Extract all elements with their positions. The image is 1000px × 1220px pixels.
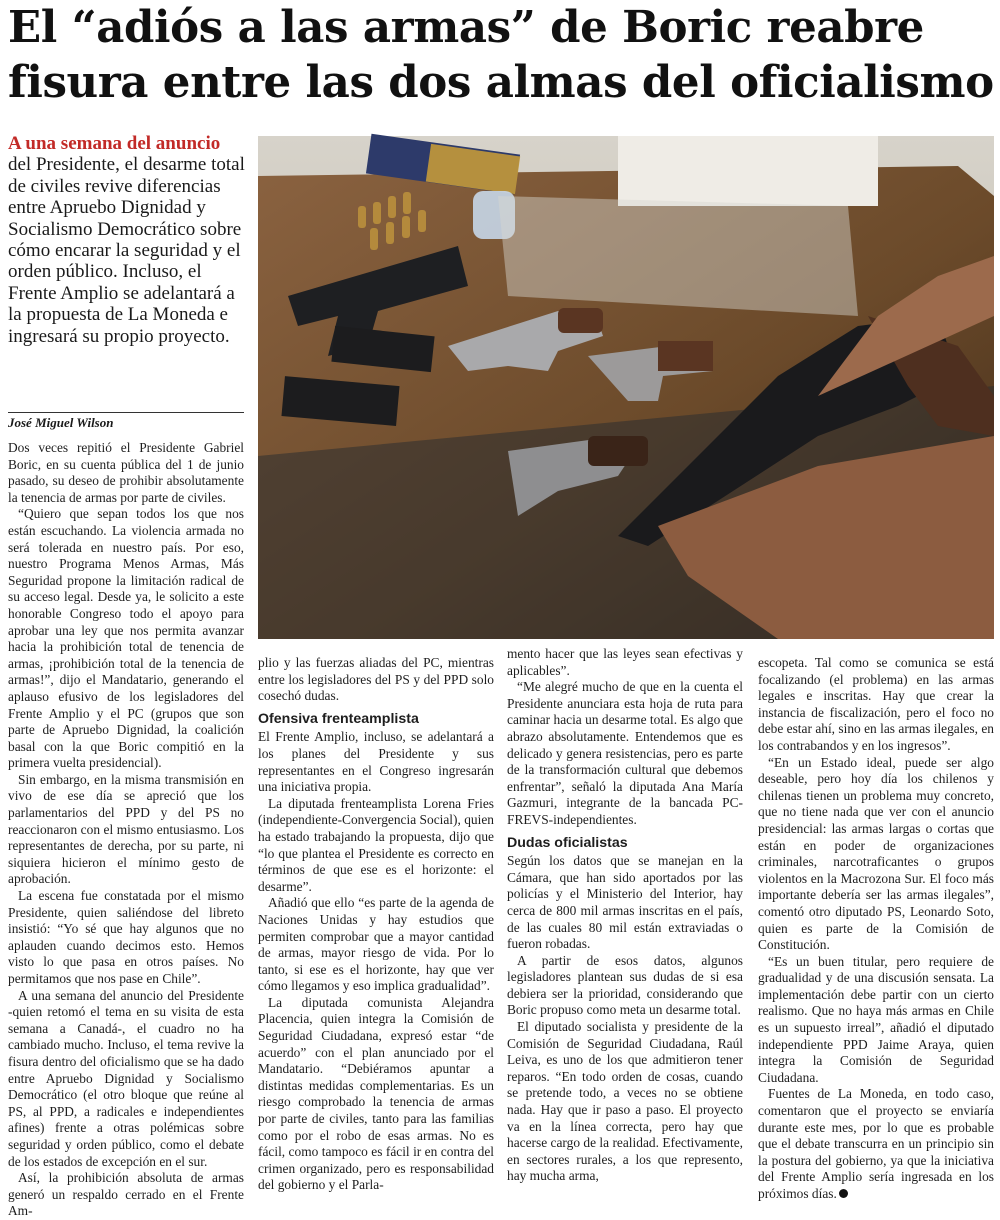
news-photo bbox=[258, 136, 994, 639]
paragraph: mento hacer que las leyes sean efectivas y aplicables”. bbox=[507, 646, 743, 678]
paragraph: La diputada frenteamplista Lorena Fries (independiente-Convergencia Social), quien ha estado trabajando la propuesta, dijo que “lo que plantea el Presidente es correcto en términos de que ese es el horizonte: el desarme”. bbox=[258, 795, 494, 894]
body-column-3 bbox=[507, 646, 743, 1184]
headline-line-2: fisura entre las dos almas del oficialismo bbox=[8, 57, 994, 108]
paragraph: “Es un buen titular, pero requiere de gradualidad y de una discusión sensata. La implementación debe partir con un cierto realismo. Que no haya más armas en Chile es un supuesto irreal”, añadió el diputado independiente PPD Jaime Araya, quien integra la Comisión de Seguridad Ciudadana. bbox=[758, 953, 994, 1085]
paragraph: La diputada comunista Alejandra Placencia, quien integra la Comisión de Seguridad Ciudadana, expresó estar “de acuerdo” con el plan anunciado por el Mandatario. “Debiéramos apuntar a distintas medidas complementarias. Es un riesgo comprobado la tenencia de armas por parte de civiles, tanto para las familias como por el robo de esas armas. No es fácil, como tampoco es fácil ir en contra del crimen organizado, pero es responsabilidad del gobierno y el Parla- bbox=[258, 994, 494, 1193]
paragraph: “En un Estado ideal, puede ser algo deseable, pero hoy día los chilenos y chilenas tienen un problema muy concreto, que no tiene nada que ver con el anuncio presidencial: las armas largas o cortas que están en poder de organizaciones criminales, narcotraficantes o grupos violentos en la Macrozona Sur. El foco más importante debería ser las armas ilegales”, comentó otro diputado PS, Leonardo Soto, quien es parte de la Comisión de Constitución. bbox=[758, 754, 994, 953]
paragraph: A una semana del anuncio del Presidente -quien retomó el tema en su visita de esta semana a Canadá-, el cuadro no ha cambiado mucho. Incluso, el tema revive la fisura dentro del oficialismo que se ha dado entre Apruebo Dignidad y Socialismo Democrático (el otro bloque que reúne al PS, al PPD, a radicales e independientes afines) frente a otras polémicas sobre seguridad y orden público, como el debate de los estados de excepción en el sur. bbox=[8, 987, 244, 1169]
lede-highlight: A una semana del anuncio bbox=[8, 133, 221, 154]
lede bbox=[8, 133, 248, 347]
body-column-1 bbox=[8, 440, 244, 1219]
headline-line-1: El “adiós a las armas” de Boric reabre bbox=[8, 2, 924, 53]
paragraph: A partir de esos datos, algunos legisladores plantean sus dudas de si esa debiera ser la prioridad, considerando que Boric propuso como meta un desarme total. bbox=[507, 952, 743, 1018]
photo-guns-on-table-icon bbox=[258, 136, 994, 639]
paragraph: Sin embargo, en la misma transmisión en vivo de ese día se apreció que los parlamentarios del PPD y del PS no reaccionaron con el mismo entusiasmo. Los representantes de derecha, por su parte, ni siquiera hicieron el mínimo gesto de aprobación. bbox=[8, 771, 244, 887]
headline bbox=[8, 0, 998, 110]
paragraph-text: Fuentes de La Moneda, en todo caso, comentaron que el proyecto se enviaría durante este mes, por lo que es probable que el debate transcurra en un principio sin la postura del gobierno, ya que la iniciativa del Frente Amplio sería ingresada en los próximos días. bbox=[758, 1086, 994, 1201]
body-column-2 bbox=[258, 655, 494, 1193]
paragraph: “Me alegré mucho de que en la cuenta el Presidente anunciara esta hoja de ruta para caminar hacia un desarme total. Es algo que abrazo absolutamente. Entendemos que es delicado y genera resistencias, pero es parte de la transformación cultural que debemos enfrentar”, señaló la diputada Ana María Gazmuri, integrante de la bancada PC-FREVS-independientes. bbox=[507, 679, 743, 827]
paragraph: Dos veces repitió el Presidente Gabriel Boric, en su cuenta pública del 1 de junio pasado, su deseo de prohibir absolutamente la tenencia de armas por parte de civiles. bbox=[8, 440, 244, 505]
paragraph: Según los datos que se manejan en la Cámara, que han sido aportados por las policías y el Ministerio del Interior, hay cerca de 800 mil armas inscritas en el país, de las cuales 80 mil están extraviadas o fueron robadas. bbox=[507, 853, 743, 952]
lede-text: del Presidente, el desarme total de civiles revive diferencias entre Apruebo Dignidad y Socialismo Democrático sobre cómo encarar la seguridad y el orden público. Incluso, el Frente Amplio se adelantará a la propuesta de La Moneda e ingresará su propio proyecto. bbox=[8, 154, 245, 347]
section-heading: Ofensiva frenteamplista bbox=[258, 710, 419, 727]
paragraph: El Frente Amplio, incluso, se adelantará a los planes del Presidente y sus representantes en el Congreso ingresarán una iniciativa propia. bbox=[258, 729, 494, 795]
paragraph: La escena fue constatada por el mismo Presidente, quien saliéndose del libreto insistió: “Yo sé que hay algunos que no aplauden cuando decimos esto. Hemos visto lo que pasa en otros países. No permitamos que nos pase en Chile”. bbox=[8, 888, 244, 986]
paragraph: El diputado socialista y presidente de la Comisión de Seguridad Ciudadana, Raúl Leiva, es uno de los que admitieron tener reparos. “En todo orden de cosas, cuando se pretende todo, a veces no se obtiene nada. Hay que ir paso a paso. El proyecto va en la línea correcta, pero hay que hacerse cargo de la realidad. Efectivamente, en sectores rurales, a los que represento, hay mucha arma, bbox=[507, 1019, 743, 1184]
paragraph: Así, la prohibición absoluta de armas generó un respaldo cerrado en el Frente Am- bbox=[8, 1170, 244, 1219]
paragraph: plio y las fuerzas aliadas del PC, mientras entre los legisladores del PS y del PPD solo cosechó dudas. bbox=[258, 655, 494, 704]
byline: José Miguel Wilson bbox=[8, 412, 244, 431]
paragraph: “Quiero que sepan todos los que nos están escuchando. La violencia armada no será tolerada en nuestro país. Por eso, nuestro Programa Menos Armas, Más Seguridad propone la limitación radical de su acceso legal. Desde ya, le solicito a este honorable Congreso todo el apoyo para aprobar una ley que nos permita avanzar hacia la prohibición total de tenencia de armas, ¡prohibición total de la tenencia de armas!”, dijo el Mandatario, generando el aplauso efusivo de los legisladores del Frente Amplio y el PC (grupos que son parte de Apruebo Dignidad, la coalición basal con la que Boric compitió en la primera vuelta presidencial). bbox=[8, 506, 244, 771]
paragraph bbox=[758, 1086, 994, 1202]
end-mark-icon bbox=[839, 1189, 848, 1198]
section-heading: Dudas oficialistas bbox=[507, 834, 628, 851]
body-column-4 bbox=[758, 655, 994, 1201]
paragraph: Añadió que ello “es parte de la agenda de Naciones Unidas y hay estudios que permiten comprobar que a mayor cantidad de armas, mayor riesgo de vida. Por lo tanto, si ese es el horizonte, hay que ver cómo llegamos y eso implica gradualidad”. bbox=[258, 895, 494, 994]
paragraph: escopeta. Tal como se comunica se está focalizando (el problema) en las armas legales e inscritas. Hay que crear la instancia de fiscalización, pero el foco no debe estar ahí, sino en las armas ilegales, en los contrabandos y en los ingresos”. bbox=[758, 655, 994, 753]
